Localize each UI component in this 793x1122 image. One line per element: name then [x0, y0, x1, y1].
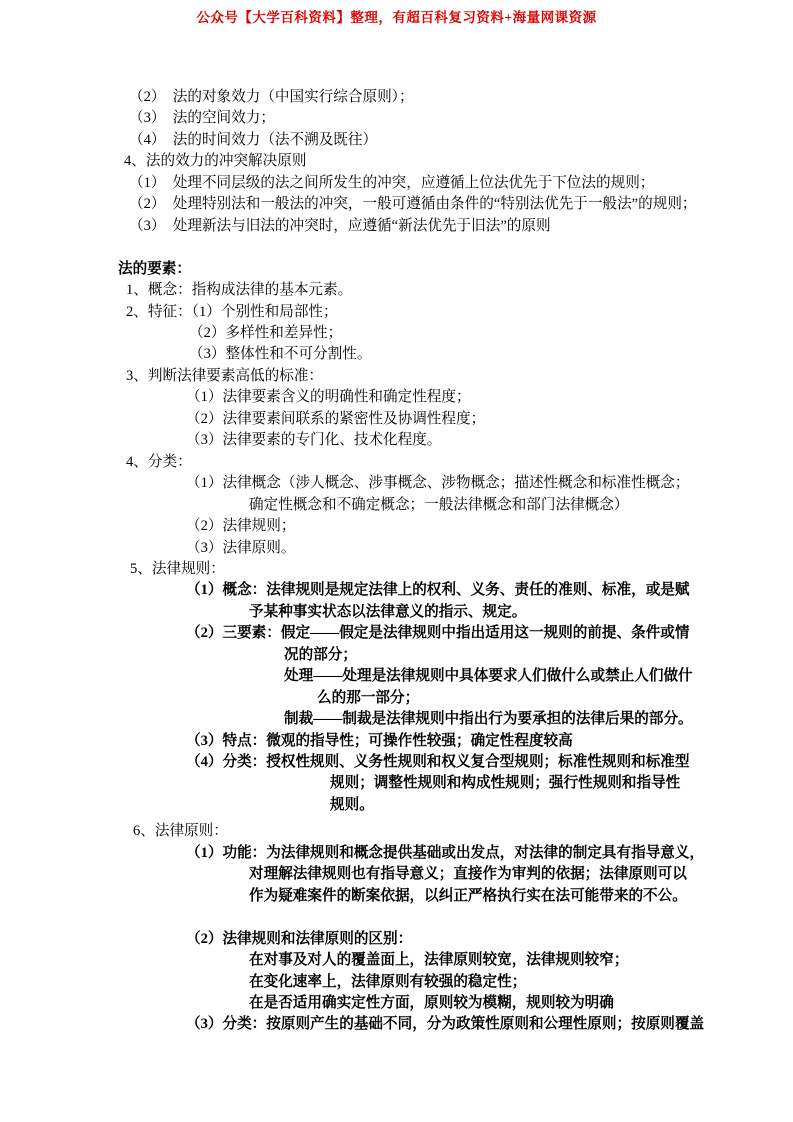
text-line: （1）概念：法律规则是规定法律上的权利、义务、责任的准则、标准，或是赋 [186, 582, 690, 599]
text-line: （3）分类：按原则产生的基础不同，分为政策性原则和公理性原则；按原则覆盖 [186, 1016, 705, 1033]
text-line: （2） 法的对象效力（中国实行综合原则）； [129, 89, 414, 105]
text-line: 对理解法律规则也有指导意义；直接作为审判的依据；法律原则可以 [249, 866, 687, 883]
text-line: 在变化速率上，法律原则有较强的稳定性； [249, 973, 527, 990]
text-line: 况的部分； [284, 646, 357, 663]
text-line: （3） 处理新法与旧法的冲突时，应遵循“新法优先于旧法”的原则 [129, 217, 551, 234]
text-line: 2、特征：（1）个别性和局部性； [126, 303, 338, 320]
blank-line [0, 237, 793, 258]
text-line: （2） 处理特别法和一般法的冲突，一般可遵循由条件的“特别法优先于一般法”的规则； [129, 196, 697, 213]
text-line: （4） 法的时间效力（法不溯及既往） [129, 131, 378, 148]
text-line: （2）法律规则； [186, 518, 296, 535]
text-line: （2）三要素：假定——假定是法律规则中指出适用这一规则的前提、条件或情 [186, 625, 690, 642]
text-line: （3） 法的空间效力； [129, 110, 275, 127]
text-line: 法的要素： [118, 260, 191, 277]
text-line: 规则；调整性规则和构成性规则；强行性规则和指导性 [330, 775, 681, 792]
document-content [0, 87, 793, 1036]
text-line: 5、法律规则： [130, 560, 225, 577]
blank-line [0, 907, 793, 928]
text-line: （3）法律原则。 [186, 539, 296, 556]
text-line: （2）法律规则和法律原则的区别： [186, 930, 413, 947]
text-line: 4、分类： [126, 453, 192, 470]
text-line: （3）特点：微观的指导性；可操作性较强；确定性程度较高 [186, 732, 573, 749]
text-line: 在对事及对人的覆盖面上，法律原则较宽，法律规则较窄； [249, 952, 629, 969]
text-line: 在是否适用确实定性方面，原则较为模糊，规则较为明确 [249, 995, 614, 1011]
text-line: （2）法律要素间联系的紧密性及协调性程度； [186, 410, 486, 427]
text-line: 6、法律原则： [133, 823, 228, 840]
text-line: （1）法律概念（涉人概念、涉事概念、涉物概念；描述性概念和标准性概念； [186, 475, 690, 492]
text-line: （4）分类：授权性规则、义务性规则和权义复合型规则；标准性规则和标准型 [186, 754, 690, 771]
text-line: （3）法律要素的专门化、技术化程度。 [186, 432, 442, 449]
text-line: （2）多样性和差异性； [189, 324, 343, 341]
text-line: 予某种事实状态以法律意义的指示、规定。 [249, 603, 527, 620]
text-line: （1）功能：为法律规则和概念提供基础或出发点，对法律的制定具有指导意义， [186, 844, 705, 861]
text-line: 4、法的效力的冲突解决原则 [124, 153, 307, 170]
text-line: （3）整体性和不可分割性。 [189, 346, 372, 363]
text-line: 作为疑难案件的断案依据，以纠正严格执行实在法可能带来的不公。 [249, 887, 687, 904]
text-line: 处理——处理是法律规则中具体要求人们做什么或禁止人们做什 [284, 668, 693, 685]
text-line: 么的那一部分； [317, 689, 420, 706]
text-line: （1）法律要素含义的明确性和确定性程度； [186, 389, 471, 406]
text-line: （1） 处理不同层级的法之间所发生的冲突，应遵循上位法优先于下位法的规则； [129, 174, 655, 191]
text-line: 3、判断法律要素高低的标准： [126, 367, 324, 384]
watermark-header: 公众号【大学百科资料】整理，有超百科复习资料+海量网课资源 [196, 10, 597, 25]
text-line: 规则。 [330, 796, 374, 813]
text-line: 1、概念：指构成法律的基本元素。 [126, 282, 353, 299]
text-line: 制裁——制裁是法律规则中指出行为要承担的法律后果的部分。 [284, 711, 693, 728]
text-line: 确定性概念和不确定概念；一般法律概念和部门法律概念） [249, 496, 629, 513]
